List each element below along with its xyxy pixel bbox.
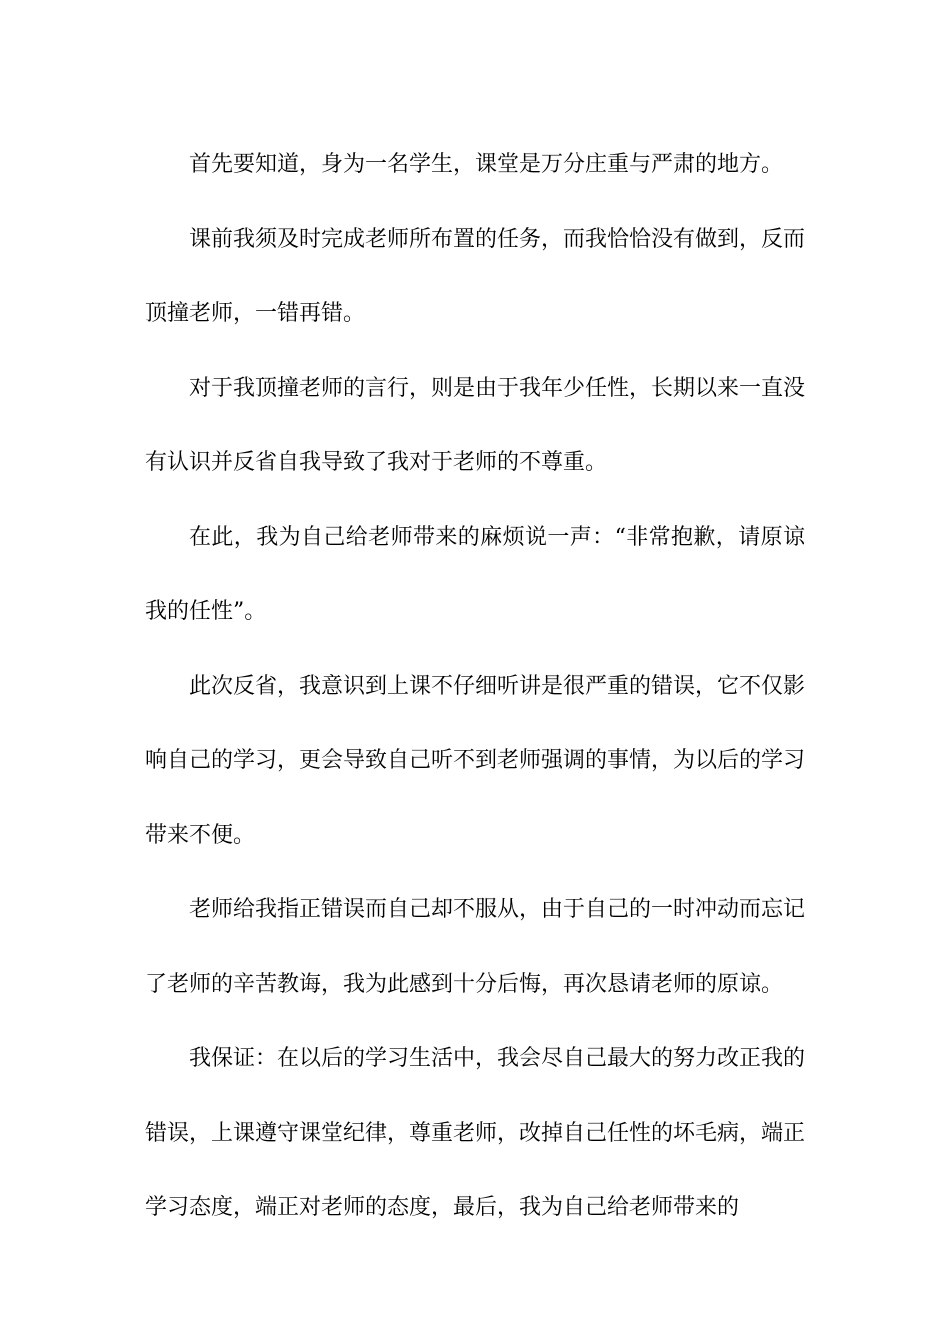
paragraph: 对于我顶撞老师的言行，则是由于我年少任性，长期以来一直没有认识并反省自我导致了我对于老师的不尊重。 <box>145 375 806 475</box>
paragraph: 此次反省，我意识到上课不仔细听讲是很严重的错误，它不仅影响自己的学习，更会导致自己听不到老师强调的事情，为以后的学习带来不便。 <box>145 673 806 848</box>
paragraph: 我保证：在以后的学习生活中，我会尽自己最大的努力改正我的错误，上课遵守课堂纪律，尊重老师，改掉自己任性的坏毛病，端正学习态度，端正对老师的态度，最后，我为自己给老师带来的 <box>145 1046 806 1220</box>
document-body <box>145 128 805 1246</box>
paragraph: 老师给我指正错误而自己却不服从，由于自己的一时冲动而忘记了老师的辛苦教诲，我为此感到十分后悔，再次恳请老师的原谅。 <box>145 897 806 997</box>
paragraph: 在此，我为自己给老师带来的麻烦说一声：“非常抱歉，请原谅我的任性”。 <box>145 524 805 624</box>
paragraph: 首先要知道，身为一名学生，课堂是万分庄重与严肃的地方。 <box>189 152 784 177</box>
paragraph: 课前我须及时完成老师所布置的任务，而我恰恰没有做到，反而顶撞老师，一错再错。 <box>145 226 806 326</box>
